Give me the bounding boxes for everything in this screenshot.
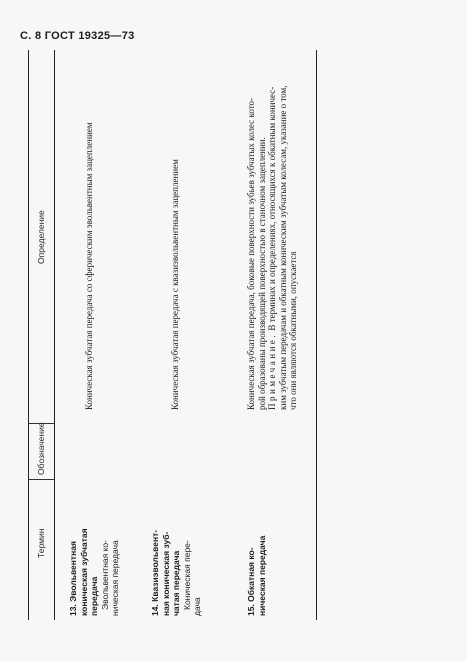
term-13-title-1: 13. Эвольвентная [68,541,78,616]
definition-14-text: Коническая зубчатая передача с квазиэвольвентным зацеплением [170,159,180,410]
term-13-title-3: передача [89,576,99,616]
definition-15-line-3: В терминах и определениях, относящихся к обкатным коничес- [267,86,278,331]
definition-15-line-4: ким зубчатым передачам и обкатным коническим зубчатым колесам, указание о том, [277,85,288,410]
term-13-alt-2: ническая передача [110,540,120,616]
table-bottom-rule [316,50,317,620]
definition-15-line-5: что они являются обкатными, опускается [288,251,299,410]
definition-15-line-2: рой образованы производящей поверхностью в станочном зацеплении. [256,137,267,410]
definition-15 [246,52,299,410]
col-term-header: Термин [36,528,46,558]
term-14-title-2: ная коническая зуб- [160,531,171,616]
term-13-title-2: коническая зубчатая [78,528,89,616]
term-13-alt-1: Эвольвентная ко- [99,540,110,610]
table-top-rule [28,50,29,620]
term-14-alt-1: Коническая пере- [181,540,192,610]
rotated-table [28,50,318,620]
definition-13 [84,50,95,410]
term-14-alt-2: дача [192,597,202,616]
term-15-title-1: 15. Обкатная ко- [246,547,256,616]
term-15-title-2: ническая передача [256,535,267,616]
definition-13-text: Коническая зубчатая передача со сферическим эвольвентным зацеплением [84,122,94,410]
term-15 [246,486,267,616]
term-14-title-3: чатая передача [171,550,181,616]
term-14 [150,486,203,616]
col-definition-header: Определение [36,210,46,264]
table-header-rule [54,50,55,620]
col-symbol-header: Обозначение [36,422,46,475]
page-header: С. 8 ГОСТ 19325—73 [20,30,135,42]
header-divider-1 [28,479,54,480]
definition-14 [170,50,181,410]
note-label: Примечание. [267,332,278,410]
definition-15-note [267,52,278,410]
term-14-title-1: 14. Квазиэвольвент- [150,529,160,616]
term-13 [68,486,121,616]
definition-15-line-1: Коническая зубчатая передача, боковые поверхности зубьев зубчатых колес кото- [246,97,256,410]
